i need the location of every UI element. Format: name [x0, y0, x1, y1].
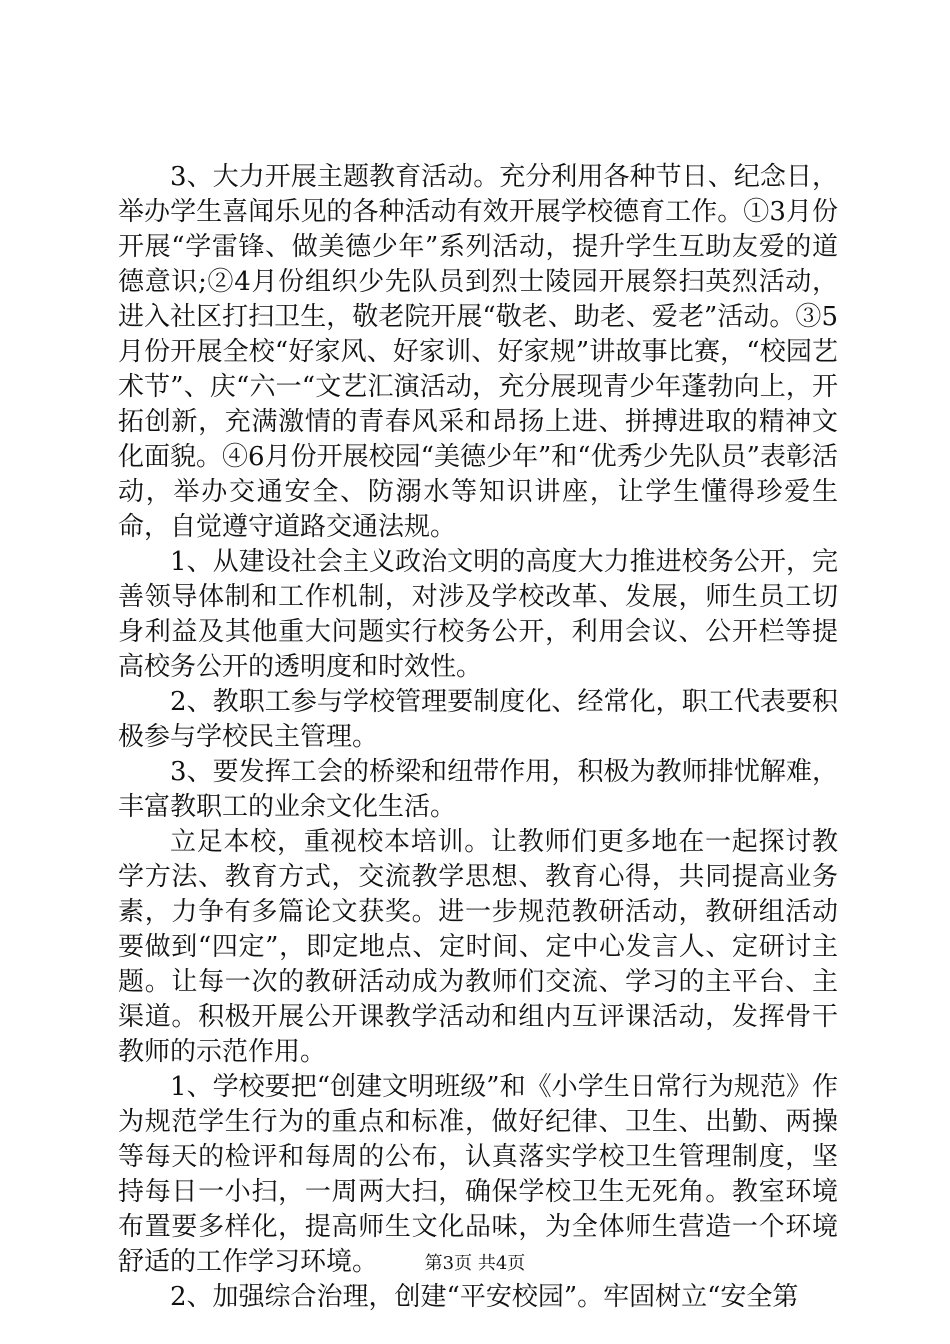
paragraph-union-role: 3、要发挥工会的桥梁和纽带作用，积极为教师排忧解难，丰富教职工的业余文化生活。 [118, 757, 838, 822]
paragraph-school-affairs-openness: 1、从建设社会主义政治文明的高度大力推进校务公开，完善领导体制和工作机制，对涉及学校改革、发展，师生员工切身利益及其他重大问题实行校务公开，利用会议、公开栏等提高校务公开的透明度和时效性。 [118, 547, 838, 682]
document-body [118, 160, 838, 1315]
paragraph-safe-campus: 2、加强综合治理，创建“平安校园”。牢固树立“安全第 [170, 1282, 799, 1312]
paragraph-civilized-class: 1、学校要把“创建文明班级”和《小学生日常行为规范》作为规范学生行为的重点和标准，做好纪律、卫生、出勤、两操等每天的检评和每周的公布，认真落实学校卫生管理制度，坚持每日一小扫，一周两大扫，确保学校卫生无死角。教室环境布置要多样化，提高师生文化品味，为全体师生营造一个环境舒适的工作学习环境。 [118, 1072, 838, 1277]
page-footer: 第3页 共4页 [424, 1253, 526, 1274]
paragraph-theme-education: 3、大力开展主题教育活动。充分利用各种节日、纪念日，举办学生喜闻乐见的各种活动有效开展学校德育工作。①3月份开展“学雷锋、做美德少年”系列活动，提升学生互助友爱的道德意识;②4月份组织少先队员到烈士陵园开展祭扫英烈活动，进入社区打扫卫生，敬老院开展“敬老、助老、爱老”活动。③5月份开展全校“好家风、好家训、好家规”讲故事比赛，“校园艺术节”、庆“六一“文艺汇演活动，充分展现青少年蓬勃向上，开拓创新，充满激情的青春风采和昂扬上进、拼搏进取的精神文化面貌。④6月份开展校园“美德少年”和“优秀少先队员”表彰活动，举办交通安全、防溺水等知识讲座，让学生懂得珍爱生命，自觉遵守道路交通法规。 [118, 162, 838, 542]
paragraph-school-training: 立足本校，重视校本培训。让教师们更多地在一起探讨教学方法、教育方式，交流教学思想、教育心得，共同提高业务素，力争有多篇论文获奖。进一步规范教研活动，教研组活动要做到“四定”，即定地点、定时间、定中心发言人、定研讨主题。让每一次的教研活动成为教师们交流、学习的主平台、主渠道。积极开展公开课教学活动和组内互评课活动，发挥骨干教师的示范作用。 [118, 827, 838, 1067]
paragraph-staff-participation: 2、教职工参与学校管理要制度化、经常化，职工代表要积极参与学校民主管理。 [118, 687, 838, 752]
